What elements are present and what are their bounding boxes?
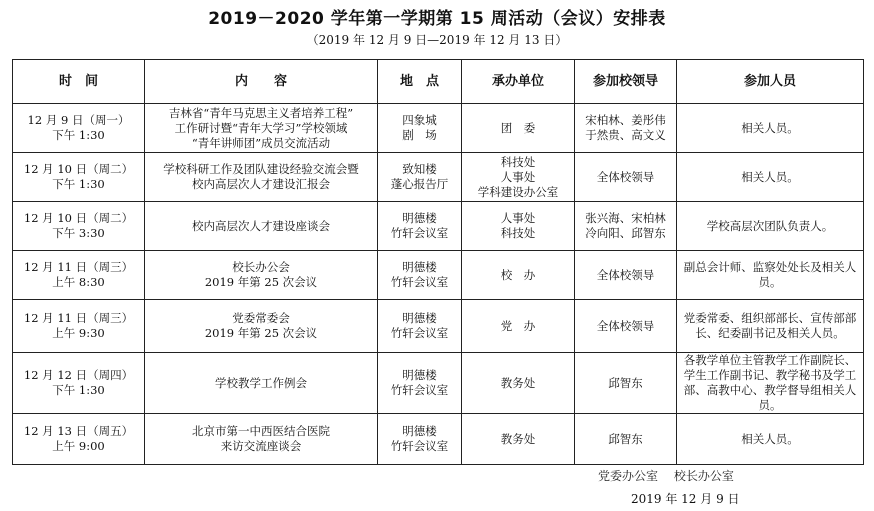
header-place: 地 点 <box>378 60 462 104</box>
cell-leaders <box>575 414 677 465</box>
cell-content <box>145 202 378 251</box>
cell-content <box>145 353 378 414</box>
cell-time-line: 下午 1:30 <box>52 177 105 191</box>
cell-time-line: 上午 8:30 <box>52 275 105 289</box>
header-organizer: 承办单位 <box>462 60 575 104</box>
cell-place-line: 竹轩会议室 <box>390 383 449 397</box>
cell-content-line: 校内高层次人才建设座谈会 <box>192 218 330 233</box>
cell-place <box>378 104 462 153</box>
table-header-row <box>13 60 864 104</box>
cell-leaders-line: 全体校领导 <box>596 169 655 184</box>
cell-time <box>13 353 145 414</box>
cell-attendees-text: 学校高层次团队负责人。 <box>706 218 834 233</box>
cell-attendees <box>677 202 864 251</box>
cell-time <box>13 202 145 251</box>
cell-organizer-line: 团 委 <box>500 120 536 135</box>
cell-leaders-line: 邱智东 <box>608 431 643 446</box>
cell-content-line: 党委常委会 <box>232 311 290 325</box>
cell-attendees <box>677 104 864 153</box>
cell-attendees-text: 相关人员。 <box>741 120 799 135</box>
cell-content-line: 学校教学工作例会 <box>215 375 307 390</box>
cell-content <box>145 153 378 202</box>
cell-organizer-line: 校 办 <box>500 267 536 282</box>
cell-place-line: 剧 场 <box>402 128 437 142</box>
cell-place-line: 明德楼 <box>402 260 437 274</box>
header-attendees: 参加人员 <box>677 60 864 104</box>
table-row <box>13 353 864 414</box>
cell-leaders-line: 冷向阳、邱智东 <box>585 226 666 240</box>
cell-organizer-line: 人事处 <box>500 169 536 184</box>
table-row <box>13 300 864 353</box>
cell-organizer <box>462 153 575 202</box>
cell-content-line: “青年讲师团”成员交流活动 <box>191 135 331 150</box>
cell-organizer <box>462 202 575 251</box>
cell-organizer <box>462 300 575 353</box>
cell-attendees-text: 副总会计师、监察处处长及相关人员。 <box>683 260 857 289</box>
cell-time-line: 上午 9:30 <box>52 326 105 340</box>
cell-leaders-line: 邱智东 <box>608 375 643 390</box>
cell-time <box>13 300 145 353</box>
cell-place-line: 明德楼 <box>402 368 437 382</box>
cell-place <box>378 202 462 251</box>
cell-leaders <box>575 153 677 202</box>
cell-time-line: 12 月 10 日（周二） <box>23 162 134 176</box>
cell-place <box>378 414 462 465</box>
cell-attendees-text: 相关人员。 <box>741 431 799 446</box>
cell-content-line: 校长办公会 <box>232 260 290 274</box>
cell-organizer <box>462 251 575 300</box>
cell-content <box>145 414 378 465</box>
cell-time-line: 下午 3:30 <box>52 226 105 240</box>
cell-leaders <box>575 353 677 414</box>
cell-leaders-line: 全体校领导 <box>596 267 655 282</box>
cell-content-line: 2019 年第 25 次会议 <box>204 275 318 289</box>
cell-attendees <box>677 353 864 414</box>
cell-place-line: 竹轩会议室 <box>390 275 449 289</box>
cell-time-line: 12 月 11 日（周三） <box>23 311 134 325</box>
cell-time-line: 12 月 12 日（周四） <box>23 368 134 382</box>
cell-attendees-text: 相关人员。 <box>741 169 799 184</box>
cell-time-line: 12 月 9 日（周一） <box>27 113 130 127</box>
schedule-table <box>12 59 864 465</box>
cell-content <box>145 104 378 153</box>
cell-time-line: 12 月 10 日（周二） <box>23 211 134 225</box>
cell-organizer <box>462 414 575 465</box>
cell-organizer-line: 党 办 <box>500 318 536 333</box>
header-leaders: 参加校领导 <box>575 60 677 104</box>
table-row <box>13 251 864 300</box>
cell-place-line: 竹轩会议室 <box>390 326 449 340</box>
cell-time-line: 上午 9:00 <box>52 439 105 453</box>
cell-time <box>13 251 145 300</box>
cell-place <box>378 251 462 300</box>
cell-place-line: 竹轩会议室 <box>390 226 449 240</box>
cell-place <box>378 300 462 353</box>
cell-place-line: 明德楼 <box>402 211 437 225</box>
issuing-offices: 党委办公室 校长办公室 <box>598 469 734 483</box>
cell-leaders <box>575 251 677 300</box>
cell-time-line: 下午 1:30 <box>52 383 105 397</box>
header-content: 内 容 <box>145 60 378 104</box>
cell-organizer-line: 教务处 <box>500 375 536 390</box>
cell-content-line: 2019 年第 25 次会议 <box>204 326 318 340</box>
cell-organizer-line: 学科建设办公室 <box>477 184 559 199</box>
cell-time-line: 12 月 11 日（周三） <box>23 260 134 274</box>
cell-place-line: 竹轩会议室 <box>390 439 449 453</box>
cell-place <box>378 353 462 414</box>
cell-attendees <box>677 251 864 300</box>
table-row <box>13 104 864 153</box>
cell-place-line: 蓬心报告厅 <box>390 177 449 191</box>
cell-place-line: 四象城 <box>402 113 437 127</box>
cell-content-line: 工作研讨暨“青年大学习”学校领域 <box>174 120 348 135</box>
cell-attendees-text: 各教学单位主管教学工作副院长、学生工作副书记、教学秘书及学工部、高教中心、教学督导组相关人员。 <box>683 353 857 412</box>
cell-content-line: 学校科研工作及团队建设经验交流会暨 <box>163 162 359 176</box>
cell-time <box>13 414 145 465</box>
cell-place <box>378 153 462 202</box>
cell-content-line: 来访交流座谈会 <box>220 439 302 453</box>
cell-content-line: 校内高层次人才建设汇报会 <box>192 177 330 191</box>
table-row <box>13 202 864 251</box>
cell-time-line: 下午 1:30 <box>52 128 105 142</box>
cell-organizer-line: 科技处 <box>500 226 536 240</box>
cell-place-line: 明德楼 <box>402 311 437 325</box>
header-time: 时 间 <box>13 60 145 104</box>
cell-leaders <box>575 202 677 251</box>
table-row <box>13 414 864 465</box>
cell-time <box>13 153 145 202</box>
cell-leaders-line: 于然贵、高文义 <box>585 128 666 142</box>
cell-content <box>145 300 378 353</box>
cell-organizer <box>462 104 575 153</box>
date-range-subtitle: （2019 年 12 月 9 日—2019 年 12 月 13 日） <box>306 33 568 47</box>
cell-attendees <box>677 153 864 202</box>
cell-leaders-line: 张兴海、宋柏林 <box>585 211 666 225</box>
cell-content <box>145 251 378 300</box>
cell-attendees <box>677 414 864 465</box>
cell-leaders <box>575 104 677 153</box>
cell-leaders-line: 全体校领导 <box>596 318 655 333</box>
cell-leaders-line: 宋柏林、姜彤伟 <box>585 113 666 127</box>
page-title: 2019－2020 学年第一学期第 15 周活动（会议）安排表 <box>208 9 666 29</box>
cell-content-line: 北京市第一中西医结合医院 <box>192 424 330 438</box>
cell-leaders <box>575 300 677 353</box>
cell-time-line: 12 月 13 日（周五） <box>23 424 134 438</box>
table-row <box>13 153 864 202</box>
cell-organizer <box>462 353 575 414</box>
cell-attendees-text: 党委常委、组织部部长、宣传部部长、纪委副书记及相关人员。 <box>683 311 857 340</box>
cell-organizer-line: 人事处 <box>500 211 536 225</box>
cell-content-line: 吉林省“青年马克思主义者培养工程” <box>168 105 354 120</box>
cell-place-line: 明德楼 <box>402 424 437 438</box>
issue-date: 2019 年 12 月 9 日 <box>631 492 740 506</box>
cell-organizer-line: 教务处 <box>500 431 536 446</box>
cell-organizer-line: 科技处 <box>500 154 536 169</box>
cell-attendees <box>677 300 864 353</box>
cell-time <box>13 104 145 153</box>
cell-place-line: 致知楼 <box>402 162 437 176</box>
